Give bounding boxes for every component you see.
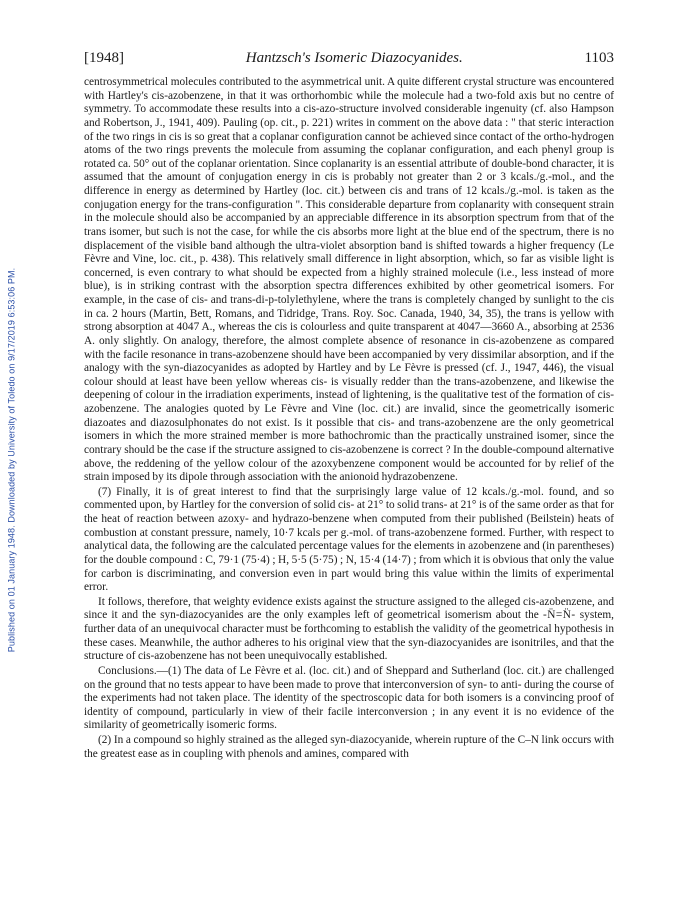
paragraph-conclusions: Conclusions.—(1) The data of Le Fèvre et al. (loc. cit.) and of Sheppard and Sutherland (loc. cit.) are challenged on the ground that no tests appear to have been made to prove that interconversion of syn- to anti- during the course of the experiments had not taken place. The identity of the spectroscopic data for both isomers is a convincing proof of identity of compound, particularly in view of their facile interconversion ; in any event it is no evidence of the similarity of geometrically isomeric forms.: [84, 664, 614, 732]
paragraph-point-7: (7) Finally, it is of great interest to find that the surprisingly large value of 12 kcals./g.-mol. found, and so commented upon, by Hartley for the conversion of solid cis- at 21° to solid trans- at 21° is of the same order as that for the heat of reaction between azoxy- and hydrazo-benzene when computed from their published (Beilstein) heats of combustion at constant pressure, namely, 10·7 kcals per g.-mol. of trans-azobenzene formed. Further, with respect to analytical data, the following are the calculated percentage values for the elements in azobenzene and (in parentheses) for the double compound : C, 79·1 (75·4) ; H, 5·5 (5·75) ; N, 15·4 (14·7) ; from which it is obvious that only the value for carbon is discriminating, and conversion even in part would bring this value within the limits of experimental error.: [84, 485, 614, 594]
paragraph-conclusion-lead: [84, 596, 614, 664]
paragraph-text: It follows, therefore, that weighty evidence exists against the structure assigned to the alleged cis-azobenzene, and since it and the syn-diazocyanides are the only examples left of geometrical isomerism about the: [84, 595, 614, 622]
download-watermark: [2, 120, 20, 800]
article-body: [84, 76, 614, 761]
paragraph-continuation: centrosymmetrical molecules contributed to the asymmetrical unit. A quite different crystal structure was encountered with Hartley's cis-azobenzene, in that it was orthorhombic while the molecule had a two-fold axis but no centre of symmetry. To accommodate these results into a cis-azo-structure involved considerable ingenuity (cf. also Hampson and Robertson, J., 1941, 409). Pauling (op. cit., p. 221) writes in comment on the above data : " that steric interaction of the two rings in cis is so great that a coplanar configuration cannot be achieved since contact of the ortho-hydrogen atoms of the two rings prevents the molecule from assuming the coplanar configuration, and each phenyl group is rotated ca. 50° out of the coplanar orientation. Since coplanarity is an essential attribute of double-bond character, it is assumed that the amount of conjugation energy in cis is probably not greater than 2 or 3 kcals./g.-mol., and the difference in energy as determined by Hartley (loc. cit.) between cis and trans of 12 kcals./g.-mol. is taken as the conjugation energy for the trans-configuration ". This considerable departure from coplanarity with consequent strain in the molecule should also be accompanied by an appreciable difference in its absorption spectrum from that of the trans isomer, but such is not the case, for while the cis absorbs more light at the blue end of the spectrum, there is no displacement of the visible band although the ultra-violet absorption band is shifted towards a higher frequency (Le Fèvre and Vine, loc. cit., p. 438). This relatively small difference in light absorption, which, so far as visible light is concerned, is even contrary to what should be expected from a highly strained molecule (i.e., less instead of more blue), is in striking contrast with the absorption spectra differences exhibited by other geometrical isomers. For example, in the case of cis- and trans-di-p-tolylethylene, where the trans is completely changed by sunlight to the cis in ca. 2 hours (Martin, Bett, Romans, and Tidridge, Trans. Roy. Soc. Canada, 1940, 34, 35), the trans is yellow with strong absorption at 4047 A., whereas the cis is colourless and quite transparent at 4047—3660 A., absorbing at 2536 A. only slightly. On analogy, therefore, the almost complete absence of resonance in cis-azobenzene as compared with the facile resonance in trans-azobenzene should have been accompanied by very dissimilar absorption, and if the analogy with the syn-diazocyanides as adopted by Hartley and by Le Fèvre is pressed (cf. J., 1947, 446), the visual colour should at least have been yellow whereas cis- is visually redder than the trans-azobenzene, and likewise the deepening of colour in the irradiation experiments, instead of lightening, is the qualitative test of the formation of cis-azobenzene. The analogies quoted by Le Fèvre and Vine (loc. cit.) are invalid, since the geometrically isomeric diazoates and diazosulphonates do not exist. Is it possible that cis- and trans-azobenzene are the only geometrical isomers in which the more strained member is more bathochromic than the practically unstrained isomer, since the contrary should be the case if the structure assigned to cis-azobenzene is correct ? In the double-compound alternative above, the reddening of the yellow colour of the azoxybenzene component would be accounted for by relief of the strain imposed by its dipole through association with the anionoid hydrazobenzene.: [84, 76, 614, 484]
n-equals-n-formula: -N̈=N̈-: [542, 609, 576, 622]
paragraph-text: system, further data of an unequivocal character must be forthcoming to establish the validity of the geometrical hypothesis in these cases. Meanwhile, the author adheres to his original view that the syn-diazocyanides are isonitriles, and that the structure of cis-azobenzene has not been unequivocally established.: [84, 609, 614, 663]
header-title: Hantzsch's Isomeric Diazocyanides.: [245, 50, 463, 66]
paragraph-point-2: (2) In a compound so highly strained as the alleged syn-diazocyanide, wherein rupture of the C–N link occurs with the greatest ease as in coupling with phenols and amines, compared with: [84, 734, 614, 760]
download-watermark-text: Published on 01 January 1948. Downloaded by University of Toledo on 9/17/2019 6:53:06 PM.: [6, 267, 16, 653]
running-header: [84, 50, 614, 70]
journal-page: [84, 50, 614, 761]
header-year: [1948]: [84, 50, 124, 66]
page-number: 1103: [584, 50, 614, 66]
